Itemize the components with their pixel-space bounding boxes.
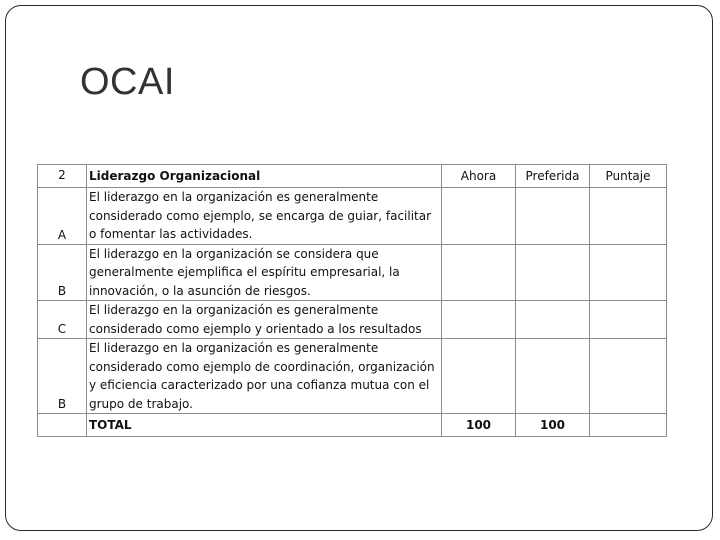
row-now-cell[interactable] [442,188,516,245]
row-key: B [38,244,87,301]
row-now-cell[interactable] [442,339,516,414]
table-row [38,339,667,414]
row-description: El liderazgo en la organización es generalmente considerado como ejemplo y orientado a los resultados [87,301,442,339]
row-score-cell[interactable] [590,188,667,245]
row-description: El liderazgo en la organización es generalmente considerado como ejemplo de coordinación, organización y eficiencia caracterizado por una cofianza mutua con el grupo de trabajo. [87,339,442,414]
row-key: B [38,339,87,414]
header-number: 2 [38,165,87,188]
row-description: El liderazgo en la organización se considera que generalmente ejemplifica el espíritu empresarial, la innovación, o la asunción de riesgos. [87,244,442,301]
total-label: TOTAL [87,414,442,437]
table-row [38,244,667,301]
table-row [38,301,667,339]
row-description: El liderazgo en la organización es generalmente considerado como ejemplo, se encarga de guiar, facilitar o fomentar las actividades. [87,188,442,245]
row-preferred-cell[interactable] [516,301,590,339]
header-score: Puntaje [590,165,667,188]
row-key: A [38,188,87,245]
row-now-cell[interactable] [442,301,516,339]
table-header-row [38,165,667,188]
header-preferred: Preferida [516,165,590,188]
row-preferred-cell[interactable] [516,188,590,245]
row-preferred-cell[interactable] [516,244,590,301]
slide-title: OCAI [80,61,175,103]
total-score [590,414,667,437]
table-row [38,188,667,245]
row-score-cell[interactable] [590,339,667,414]
row-preferred-cell[interactable] [516,339,590,414]
row-score-cell[interactable] [590,244,667,301]
row-now-cell[interactable] [442,244,516,301]
total-now: 100 [442,414,516,437]
header-title: Liderazgo Organizacional [87,165,442,188]
header-now: Ahora [442,165,516,188]
total-key-cell [38,414,87,437]
total-preferred: 100 [516,414,590,437]
row-key: C [38,301,87,339]
table-total-row [38,414,667,437]
row-score-cell[interactable] [590,301,667,339]
ocai-table [37,164,667,437]
